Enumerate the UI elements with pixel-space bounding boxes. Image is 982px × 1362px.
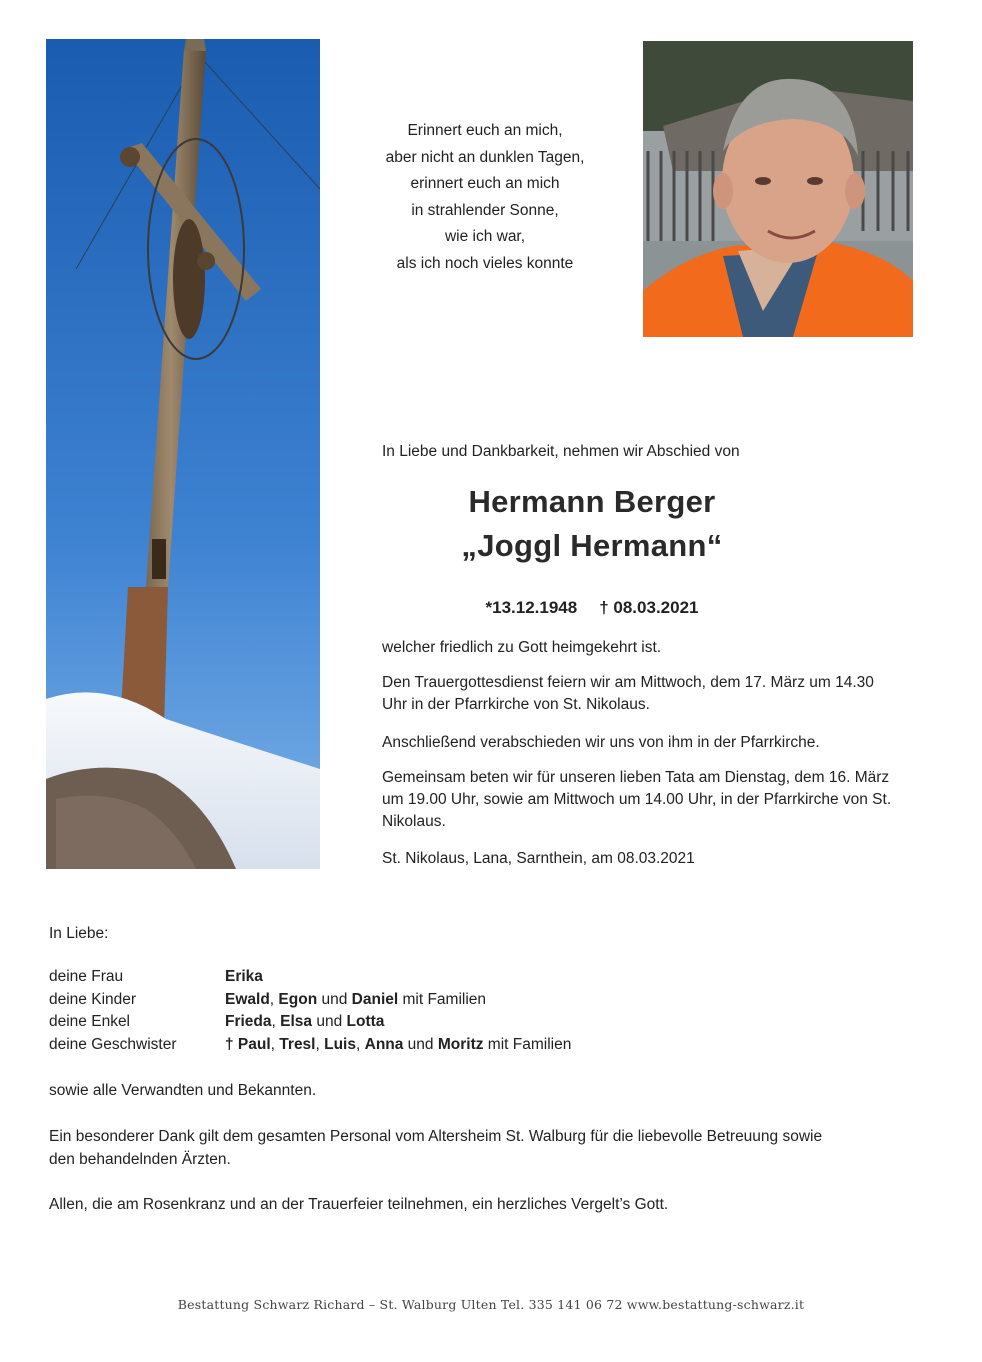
family-member-name: Luis	[324, 1035, 356, 1053]
family-row	[49, 966, 571, 989]
family-names	[225, 1034, 571, 1057]
family-member-name: Daniel	[351, 990, 399, 1008]
poem-line: Erinnert euch an mich,	[407, 122, 563, 139]
family-member-name: Lotta	[346, 1013, 385, 1030]
mourners-heading: In Liebe:	[49, 925, 109, 942]
family-member-name: Frieda	[225, 1013, 272, 1030]
relatives-text: sowie alle Verwandten und Bekannten.	[49, 1082, 317, 1099]
portrait-photo	[643, 41, 913, 337]
family-row	[49, 1034, 571, 1057]
closing-text: Allen, die am Rosenkranz und an der Trauerfeier teilnehmen, ein herzliches Vergelt’s Gott.	[49, 1196, 669, 1213]
family-connector: ,	[269, 990, 279, 1008]
family-connector: und	[312, 1013, 347, 1030]
family-member-name: Moritz	[437, 1035, 484, 1053]
family-member-name: Erika	[225, 968, 263, 985]
funeral-home-footer: Bestattung Schwarz Richard – St. Walburg Ulten Tel. 335 141 06 72 www.bestattung-schwarz.it	[177, 1297, 805, 1312]
family-names	[225, 989, 486, 1012]
family-member-name: Anna	[364, 1035, 404, 1053]
poem-line: wie ich war,	[444, 228, 526, 245]
deceased-nickname: „Joggl Hermann“	[461, 528, 723, 563]
family-list	[49, 966, 571, 1056]
deceased-name-block	[382, 480, 802, 568]
family-member-name: Elsa	[280, 1013, 313, 1030]
family-member-name: Ewald	[225, 990, 270, 1008]
funeral-service-text: Den Trauergottesdienst feiern wir am Mittwoch, dem 17. März um 14.30 Uhr in der Pfarrkirche von St. Nikolaus.	[382, 674, 874, 713]
family-connector: ,	[315, 1035, 325, 1053]
family-connector: mit Familien	[483, 1035, 572, 1053]
poem	[330, 118, 640, 277]
thanks-text: Ein besonderer Dank gilt dem gesamten Personal vom Altersheim St. Walburg für die liebevolle Betreuung sowie den behandelnden Ärzten.	[49, 1128, 823, 1168]
family-relation: deine Frau	[49, 968, 124, 985]
family-connector: mit Familien	[398, 990, 487, 1008]
family-connector: und	[403, 1035, 438, 1053]
family-connector: und	[317, 990, 352, 1008]
family-relation: deine Enkel	[49, 1013, 131, 1030]
life-dates	[382, 598, 802, 618]
family-member-name: Tresl	[279, 1035, 316, 1053]
poem-line: aber nicht an dunklen Tagen,	[385, 148, 585, 166]
family-member-name: Egon	[278, 990, 318, 1008]
birth-date: *13.12.1948	[485, 598, 578, 617]
family-connector: ,	[270, 1035, 280, 1053]
passed-away-text: welcher friedlich zu Gott heimgekehrt ist.	[382, 639, 662, 656]
family-relation: deine Geschwister	[49, 1035, 177, 1053]
poem-line: als ich noch vieles konnte	[396, 254, 574, 272]
family-names	[225, 1011, 384, 1034]
family-row	[49, 989, 571, 1012]
farewell-intro: In Liebe und Dankbarkeit, nehmen wir Abschied von	[382, 443, 740, 460]
family-connector: ,	[271, 1013, 281, 1030]
poem-line: in strahlender Sonne,	[411, 201, 559, 219]
place-date: St. Nikolaus, Lana, Sarnthein, am 08.03.2021	[382, 850, 695, 867]
summit-cross-photo	[46, 39, 320, 869]
family-member-name: † Paul	[225, 1035, 271, 1053]
family-relation: deine Kinder	[49, 990, 137, 1008]
poem-line: erinnert euch an mich	[410, 175, 560, 192]
death-date: † 08.03.2021	[599, 598, 699, 617]
family-connector: ,	[356, 1035, 365, 1053]
prayer-text: Gemeinsam beten wir für unseren lieben Tata am Dienstag, dem 16. März um 19.00 Uhr, sowie am Mittwoch um 14.00 Uhr, in der Pfarrkirche von St. Nikolaus.	[382, 769, 892, 830]
family-row	[49, 1011, 571, 1034]
deceased-name: Hermann Berger	[468, 484, 716, 519]
family-names	[225, 966, 263, 989]
farewell-text: Anschließend verabschieden wir uns von ihm in der Pfarrkirche.	[382, 734, 820, 751]
